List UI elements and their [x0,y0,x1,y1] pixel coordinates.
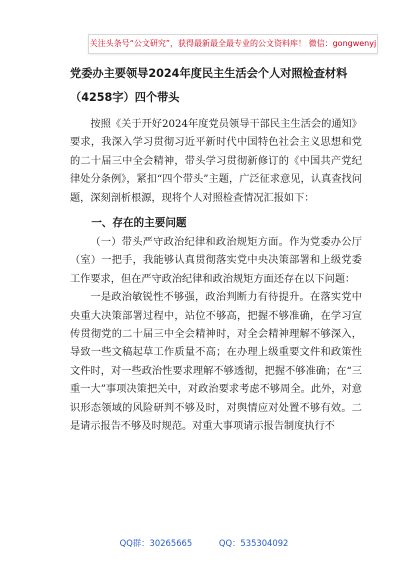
footer-qq: QQ：535304092 [218,538,289,548]
promo-banner-text: 关注头条号“公文研究”，获得最新最全最专业的公文资料库！ 微信：gongwenyj [89,39,377,48]
section-paragraph-2: 一是政治敏锐性不够强，政治判断力有待提升。在落实党中央重大决策部署过程中，站位不够高，把握不够准确，在学习宣传贯彻党的二十届三中全会精神时，对全会精神理解不够深入，导致一些文稿起草工作质量不高；在办理上级重要文件和政策性文件时，对一些政治性要求理解不够透彻，把握不够准确；在“三重一大”事项决策把关中，对政治要求考虑不够周全。此外，对意识形态领域的风险研判不够及时，对舆情应对处置不够有效。二是请示报告不够及时规范。对重大事项请示报告制度执行不 [70,292,362,433]
document-body [70,116,362,437]
promo-banner [88,34,378,54]
section-heading: 一、存在的主要问题 [91,217,187,230]
section-paragraph-1: （一）带头严守政治纪律和政治规矩方面。作为党委办公厅（室）一把手，我能够认真贯彻落实党中央决策部署和上级党委工作要求，但在严守政治纪律和政治规矩方面还存在以下问题： [70,237,362,285]
intro-paragraph: 按照《关于开好2024年度党员领导干部民主生活会的通知》要求，我深入学习贯彻习近平新时代中国特色社会主义思想和党的二十届三中全会精神，带头学习贯彻新修订的《中国共产党纪律处分条例》，紧扣“四个带头”主题，广泛征求意见，认真查找问题，深刻剖析根源，现将个人对照检查情况汇报如下： [70,119,362,204]
document-title: 党委办主要领导2024年度民主生活会个人对照检查材料（4258字）四个带头 [70,67,348,104]
footer-qq-group: QQ群：30265665 [119,538,193,548]
footer-contact [0,536,408,550]
